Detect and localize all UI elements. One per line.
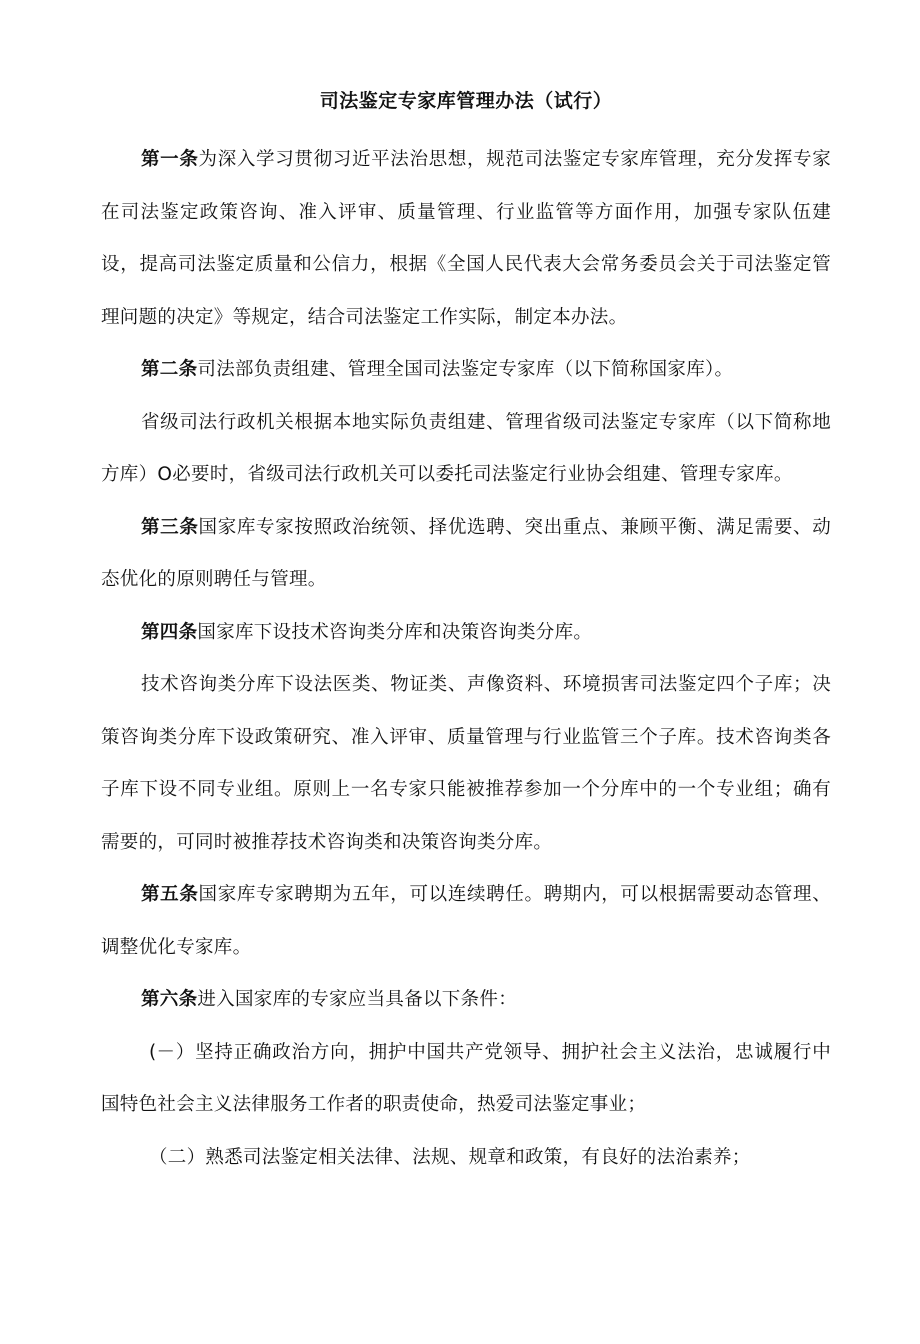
article-3-paragraph — [101, 502, 831, 607]
article-label: 第四条 — [141, 621, 198, 643]
paragraph-text: 技术咨询类分库下设法医类、物证类、声像资料、环境损害司法鉴定四个子库；决策咨询类分库下设政策研究、准入评审、质量管理与行业监管三个子库。技术咨询类各子库下设不同专业组。原则上一名专家只能被推荐参加一个分库中的一个专业组；确有需要的，可同时被推荐技术咨询类和决策咨询类分库。 — [101, 674, 831, 853]
article-label: 第三条 — [141, 516, 199, 538]
article-1-paragraph — [101, 134, 831, 344]
article-label: 第二条 — [141, 359, 198, 380]
document-title: 司法鉴定专家库管理办法（试行） — [319, 90, 613, 112]
article-text: 司法部负责组建、管理全国司法鉴定专家库（以下简称国家库）。 — [197, 359, 734, 380]
article-4-paragraph — [101, 607, 831, 660]
list-item-text: (－）坚持正确政治方向，拥护中国共产党领导、拥护社会主义法治，忠诚履行中国特色社会主义法律服务工作者的职责使命，热爱司法鉴定事业； — [101, 1041, 831, 1115]
article-text: 为深入学习贯彻习近平法治思想，规范司法鉴定专家库管理，充分发挥专家在司法鉴定政策咨询、准入评审、质量管理、行业监管等方面作用，加强专家队伍建设，提高司法鉴定质量和公信力，根据《全国人民代表大会常务委员会关于司法鉴定管理问题的决定》等规定，结合司法鉴定工作实际，制定本办法。 — [101, 149, 831, 328]
article-6-item-2 — [101, 1132, 831, 1185]
document-page — [101, 88, 831, 1184]
article-text: 国家库专家按照政治统领、择优选聘、突出重点、兼顾平衡、满足需要、动态优化的原则聘任与管理。 — [101, 516, 831, 590]
article-text: 国家库下设技术咨询类分库和决策咨询类分库。 — [197, 621, 593, 643]
article-5-paragraph — [101, 869, 831, 974]
article-label: 第五条 — [141, 884, 199, 905]
article-2-paragraph — [101, 344, 831, 397]
article-text: 国家库专家聘期为五年，可以连续聘任。聘期内，可以根据需要动态管理、调整优化专家库。 — [101, 884, 831, 958]
article-label: 第六条 — [141, 989, 198, 1010]
article-6-paragraph — [101, 974, 831, 1027]
article-6-item-1 — [101, 1027, 831, 1132]
list-item-text: （二）熟悉司法鉴定相关法律、法规、规章和政策，有良好的法治素养； — [149, 1146, 751, 1168]
paragraph-text: 省级司法行政机关根据本地实际负责组建、管理省级司法鉴定专家库（以下简称地方库）O必要时，省级司法行政机关可以委托司法鉴定行业协会组建、管理专家库。 — [101, 411, 831, 485]
article-4-clause-paragraph — [101, 659, 831, 869]
article-2-clause-paragraph — [101, 397, 831, 502]
article-label: 第一条 — [141, 149, 199, 170]
article-text: 进入国家库的专家应当具备以下条件： — [197, 989, 518, 1010]
